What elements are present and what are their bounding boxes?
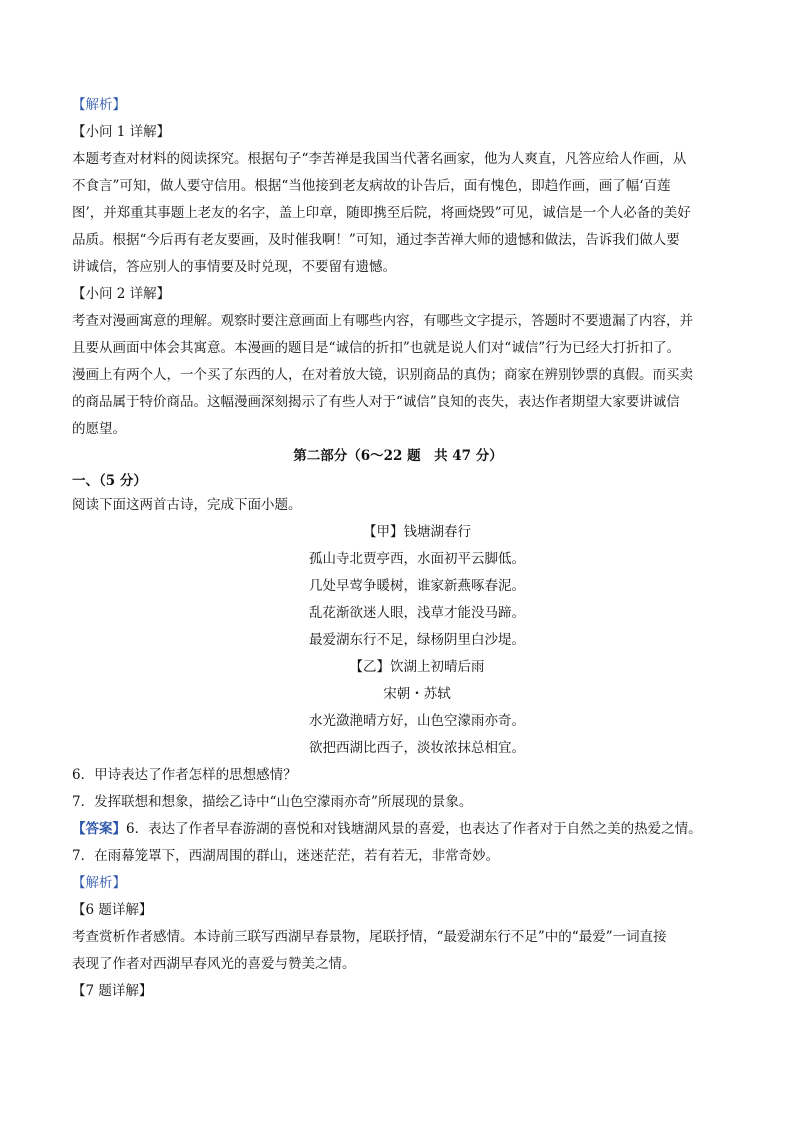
q6-explanation [72, 924, 724, 978]
poem-line: 乱花渐欲迷人眼，浅草才能没马蹄。 [309, 605, 525, 621]
poem-line: 孤山寺北贾亭西，水面初平云脚低。 [309, 551, 525, 567]
paragraph-line: 漫画上有两个人，一个买了东西的人，在对着放大镜，识别商品的真伪；商家在辨别钞票的真假。而买卖 [72, 367, 693, 383]
paragraph-line: 的商品属于特价商品。这幅漫画深刻揭示了有些人对于“诚信”良知的丧失，表达作者期望大家要讲诚信 [72, 394, 680, 410]
q1-explanation [72, 146, 724, 281]
q7-detail-heading: 【7 题详解】 [72, 983, 153, 999]
paragraph-line: 品质。根据“今后再有老友要画，及时催我啊！”可知，通过李苦禅大师的遗憾和做法，告诉我们做人要 [72, 232, 680, 248]
question-6: 6．甲诗表达了作者怎样的思想感情？ [72, 767, 297, 783]
part2-title: 第二部分（6～22 题 共 47 分） [293, 448, 503, 464]
poem-a-title: 【甲】钱塘湖春行 [363, 524, 471, 540]
answer-6-row [72, 816, 724, 843]
answer-7: 7．在雨幕笼罩下，西湖周围的群山，迷迷茫茫，若有若无，非常奇妙。 [72, 848, 500, 864]
poem-b [72, 654, 724, 762]
poem-b-title: 【乙】饮湖上初晴后雨 [349, 659, 485, 675]
analysis-heading-2: 【解析】 [72, 875, 126, 891]
paragraph-line: 且要从画面中体会其寓意。本漫画的题目是“诚信的折扣”也就是说人们对“诚信”行为已经大打折扣了。 [72, 340, 681, 356]
paragraph-line: 考查对漫画寓意的理解。观察时要注意画面上有哪些内容，有哪些文字提示，答题时不要遗漏了内容，并 [72, 313, 693, 329]
q2-heading: 【小问 2 详解】 [72, 286, 171, 302]
section-heading: 一、（5 分） [72, 473, 147, 489]
instruction: 阅读下面这两首古诗，完成下面小题。 [72, 497, 302, 513]
q2-explanation [72, 308, 724, 443]
paragraph-line: 不食言”可知，做人要守信用。根据“当他接到老友病故的讣告后，面有愧色，即趋作画，画了幅‘百莲 [72, 178, 671, 194]
q1-heading: 【小问 1 详解】 [72, 124, 171, 140]
poem-line: 最爱湖东行不足，绿杨阴里白沙堤。 [309, 632, 525, 648]
paragraph-line: 的愿望。 [72, 421, 126, 437]
document-page [72, 92, 724, 1005]
paragraph-line: 本题考查对材料的阅读探究。根据句子“李苦禅是我国当代著名画家，他为人爽直，凡答应给人作画，从 [72, 151, 687, 167]
answer-label: 【答案】 [72, 821, 126, 837]
poem-line: 欲把西湖比西子，淡妆浓抹总相宜。 [309, 740, 525, 756]
paragraph-line: 讲诚信，答应别人的事情要及时兑现，不要留有遗憾。 [72, 259, 396, 275]
question-7: 7．发挥联想和想象，描绘乙诗中“山色空濛雨亦奇”所展现的景象。 [72, 794, 473, 810]
paragraph-line: 考查赏析作者感情。本诗前三联写西湖早春景物，尾联抒情，“最爱湖东行不足”中的“最爱”一词直接 [72, 929, 667, 945]
poem-b-author: 宋朝・苏轼 [383, 686, 451, 702]
analysis-heading: 【解析】 [72, 97, 126, 113]
answer-6: 6．表达了作者早春游湖的喜悦和对钱塘湖风景的喜爱，也表达了作者对于自然之美的热爱之情。 [126, 821, 702, 837]
q6-detail-heading: 【6 题详解】 [72, 902, 153, 918]
paragraph-line: 图’，并郑重其事题上老友的名字，盖上印章，随即携至后院，将画烧毁”可见，诚信是一个人必备的美好 [72, 205, 691, 221]
poem-a [72, 519, 724, 654]
poem-line: 几处早莺争暖树，谁家新燕啄春泥。 [309, 578, 525, 594]
paragraph-line: 表现了作者对西湖早春风光的喜爱与赞美之情。 [72, 956, 356, 972]
poem-line: 水光潋滟晴方好，山色空濛雨亦奇。 [309, 713, 525, 729]
